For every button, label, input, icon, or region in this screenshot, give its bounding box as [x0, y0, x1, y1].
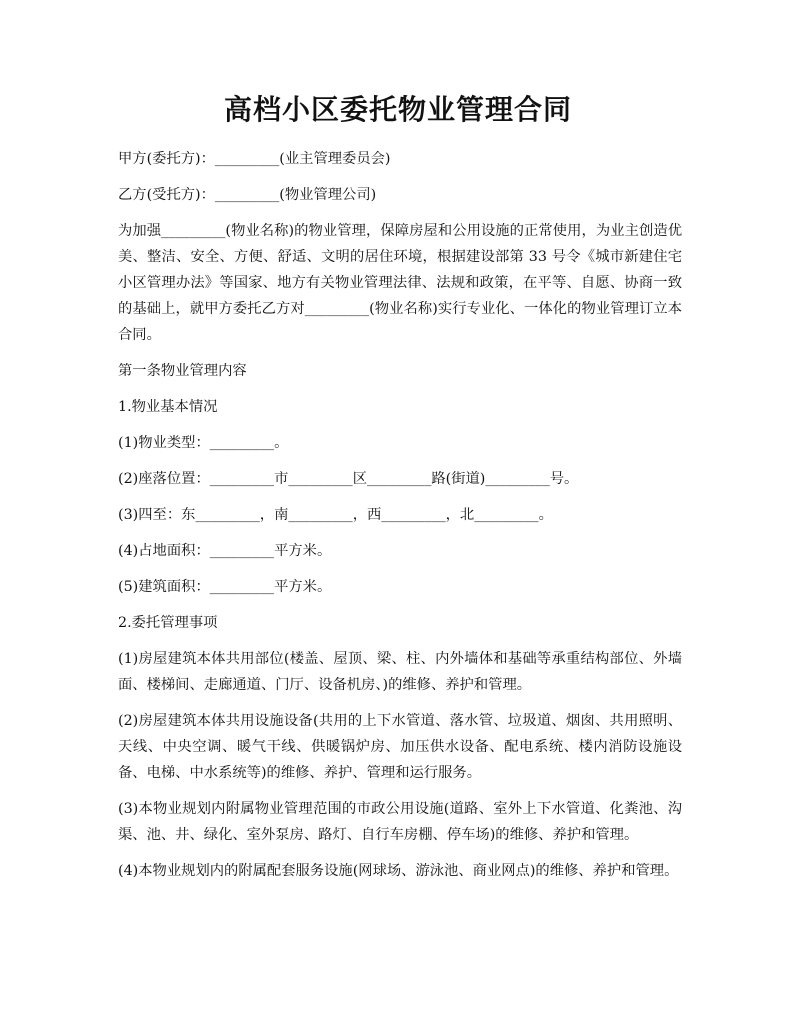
item-1-paragraph: (1)房屋建筑本体共用部位(楼盖、屋顶、梁、柱、内外墙体和基础等承重结构部位、外墙面、楼梯间、走廊通道、门厅、设备机房、)的维修、养护和管理。 [118, 651, 682, 693]
location-line: (2)座落位置：_________市_________区_________路(街道)_________号。 [118, 471, 579, 487]
document-body [118, 146, 682, 894]
party-a-line: 甲方(委托方)：_________(业主管理委员会) [118, 151, 391, 167]
item-3-paragraph: (3)本物业规划内附属物业管理范围的市政公用设施(道路、室外上下水管道、化粪池、沟渠、池、井、绿化、室外泵房、路灯、自行车房棚、停车场)的维修、养护和管理。 [118, 801, 682, 843]
section-2-heading: 2.委托管理事项 [118, 615, 218, 631]
article-1-heading: 第一条物业管理内容 [118, 363, 247, 379]
building-area-line: (5)建筑面积：_________平方米。 [118, 579, 332, 595]
item-4-paragraph: (4)本物业规划内的附属配套服务设施(网球场、游泳池、商业网点)的维修、养护和管理。 [118, 863, 679, 879]
party-b-line: 乙方(受托方)：_________(物业管理公司) [118, 187, 377, 203]
property-type-line: (1)物业类型：_________。 [118, 435, 289, 451]
preamble-paragraph: 为加强_________(物业名称)的物业管理，保障房屋和公用设施的正常使用，为业主创造优美、整洁、安全、方便、舒适、文明的居住环境，根据建设部第 33 号令《城市新建住宅小区管理办法》等国家、地方有关物业管理法律、法规和政策，在平等、自愿、协商一致的基础上，就甲方委托乙方对_________(物业名称)实行专业化、一体化的物业管理订立本合同。 [118, 223, 682, 343]
item-2-paragraph: (2)房屋建筑本体共用设施设备(共用的上下水管道、落水管、垃圾道、烟囱、共用照明、天线、中央空调、暖气干线、供暖锅炉房、加压供水设备、配电系统、楼内消防设施设备、电梯、中水系统等)的维修、养护、管理和运行服务。 [118, 713, 682, 781]
land-area-line: (4)占地面积：_________平方米。 [118, 543, 332, 559]
section-1-heading: 1.物业基本情况 [118, 399, 218, 415]
boundaries-line: (3)四至：东_________，南_________，西_________，北_________。 [118, 507, 553, 523]
document-title: 高档小区委托物业管理合同 [223, 93, 572, 126]
